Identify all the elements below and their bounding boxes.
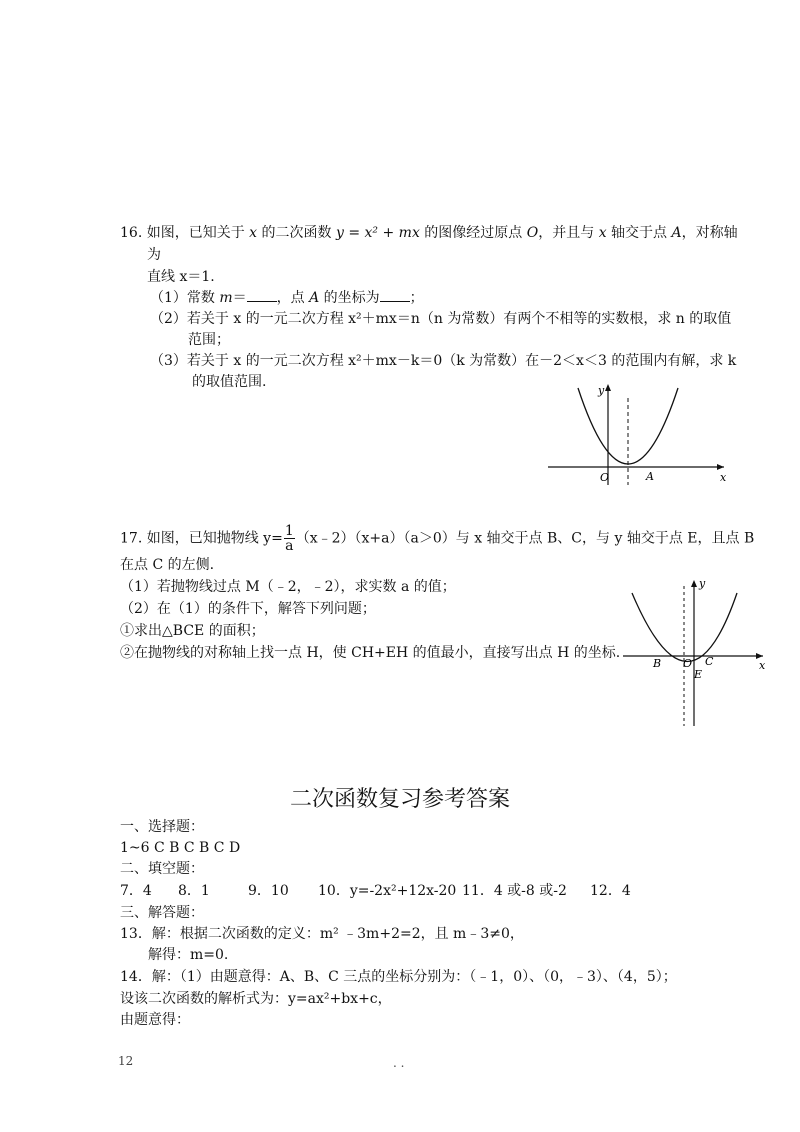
answer-14-line2: 设该二次函数的解析式为：y=ax²+bx+c， (120, 991, 392, 1007)
text: （x﹣2）（x+a）（a＞0）与 x 轴交于点 B、C，与 y 轴交于点 E，且点 B (295, 530, 755, 547)
fraction-numerator: 1 (284, 523, 294, 539)
answer-blank (247, 289, 277, 302)
q16-part2: （2）若关于 x 的一元二次方程 x²＋mx＝n（n 为常数）有两个不相等的实数根，求 n 的取值 (150, 311, 732, 327)
origin-label: O (600, 471, 610, 484)
section-solve: 三、解答题： (120, 905, 204, 921)
text: ＝ (232, 290, 247, 306)
q17-line1 (120, 524, 754, 553)
text: 17. 如图，已知抛物线 y= (120, 530, 283, 547)
answer-blank (380, 289, 410, 302)
text: 的图像经过原点 (419, 225, 527, 241)
figure-17 (620, 578, 770, 728)
page-number: 12 (118, 1054, 134, 1068)
point-A: A (671, 225, 682, 241)
q16-line2: 为 (147, 247, 161, 263)
point-A: A (309, 290, 320, 306)
q16-part3: （3）若关于 x 的一元二次方程 x²＋mx－k＝0（k 为常数）在－2＜x＜3 的范围内有解，求 k (150, 353, 737, 369)
point-B-label: B (653, 657, 662, 670)
answer-14-line1: 14．解：（1）由题意得：A、B、C 三点的坐标分别为：（﹣1，0）、（0，﹣3）、（4，5）； (120, 969, 677, 985)
choice-answers: 1~6 C B C B C D (120, 840, 241, 856)
section-fill: 二、填空题： (120, 861, 204, 877)
fraction-denominator: a (285, 538, 294, 554)
point-E-label: E (694, 668, 703, 681)
y-label: y (699, 578, 706, 590)
text: 的二次函数 (257, 225, 336, 241)
text: 16. 如图，已知关于 (120, 225, 250, 241)
q16-part2-cont: 范围； (188, 332, 230, 348)
y-axis-arrow (691, 580, 697, 587)
fill-9: 9．10 (248, 883, 289, 899)
answer-14-line3: 由题意得： (120, 1012, 190, 1028)
answers-title: 二次函数复习参考答案 (289, 787, 510, 812)
text: 的坐标为 (319, 290, 380, 306)
text: ，点 (276, 290, 310, 306)
fraction (284, 524, 295, 553)
q16-part3-cont: 的取值范围. (192, 374, 267, 390)
fill-7: 7．4 (120, 883, 152, 899)
q16-part1 (150, 289, 424, 307)
text: ； (409, 290, 424, 306)
q17-line3: （1）若抛物线过点 M（﹣2，﹣2），求实数 a 的值； (120, 579, 456, 595)
point-A-label: A (646, 470, 654, 483)
origin-label: O (683, 657, 693, 670)
var-x: x (598, 225, 607, 241)
q17-line5: ①求出△BCE 的面积； (120, 623, 265, 639)
section-choice: 一、选择题： (120, 819, 204, 835)
text: （1）常数 (150, 290, 220, 306)
fill-12: 12．4 (590, 883, 631, 899)
text: ，并且与 (538, 225, 599, 241)
var-m: m (219, 290, 233, 306)
parabola (632, 593, 737, 662)
q16-line1 (120, 224, 738, 242)
q17-line6: ②在抛物线的对称轴上找一点 H，使 CH+EH 的值最小，直接写出点 H 的坐标. (120, 645, 621, 661)
fill-8: 8．1 (178, 883, 210, 899)
point-C-label: C (705, 655, 714, 668)
figure-16 (540, 380, 740, 490)
fill-10: 10．y=-2x²+12x-20 (318, 883, 457, 899)
equation: y = x² + mx (335, 225, 420, 241)
x-label: x (720, 471, 727, 484)
x-label: x (759, 659, 766, 672)
footer-dots: . . (393, 1056, 405, 1070)
text: 轴交于点 (606, 225, 672, 241)
x-axis-arrow (717, 464, 724, 470)
text: ，对称轴 (681, 225, 738, 241)
q16-line3: 直线 x＝1. (147, 269, 215, 285)
q17-line4: （2）在（1）的条件下，解答下列问题； (120, 601, 376, 617)
y-axis-arrow (605, 384, 611, 391)
answer-13-line1: 13．解：根据二次函数的定义：m² ﹣3m+2=2，且 m﹣3≠0， (120, 926, 524, 942)
point-O: O (526, 225, 539, 241)
answer-13-line2: 解得：m=0. (148, 947, 229, 963)
var-x: x (249, 225, 258, 241)
y-label: y (598, 384, 605, 397)
fill-11: 11．4 或-8 或-2 (462, 883, 567, 899)
q17-line2: 在点 C 的左侧. (120, 557, 215, 573)
